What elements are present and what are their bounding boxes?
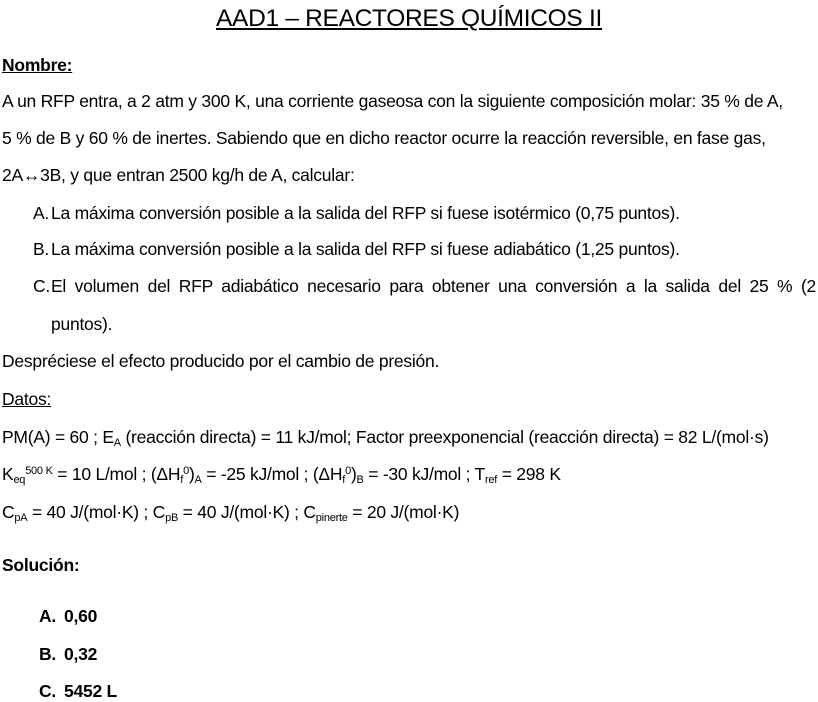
data-text: = 20 J/(mol·K) (347, 502, 460, 522)
question-letter: B. (33, 239, 50, 259)
subscript: A (194, 474, 202, 486)
subscript: A (113, 437, 121, 449)
data-text: ) (188, 464, 195, 484)
intro-line-2: 5 % de B y 60 % de inertes. Sabiendo que en dicho reactor ocurre la reacción reversible, en fase gas, (2, 128, 766, 148)
answer-value: 0,60 (64, 606, 98, 626)
answer-a (39, 605, 97, 627)
subscript: eq (13, 474, 26, 486)
subscript: pinerte (315, 512, 348, 524)
solution-label: Solución: (2, 555, 80, 575)
subscript: ref (485, 474, 498, 486)
subscript: pA (14, 512, 28, 524)
answer-letter: A. (39, 606, 56, 626)
intro-line-3: 2A↔3B, y que entran 2500 kg/h de A, calcular: (2, 165, 355, 185)
data-text: = 298 K (497, 464, 561, 484)
intro-line-1: A un RFP entra, a 2 atm y 300 K, una corriente gaseosa con la siguiente composición molar: 35 % de A, (2, 91, 783, 111)
answer-b (39, 643, 97, 665)
data-text: = 40 J/(mol·K) ; C (178, 502, 316, 522)
data-text: ) (350, 464, 357, 484)
data-text: PM(A) = 60 ; E (2, 427, 114, 447)
superscript: 0 (183, 465, 189, 477)
subscript: f (342, 474, 346, 486)
question-text: La máxima conversión posible a la salida del RFP si fuese isotérmico (0,75 puntos). (51, 203, 680, 223)
answer-value: 5452 L (64, 681, 117, 701)
answer-letter: C. (39, 681, 56, 701)
data-text: (reacción directa) = 11 kJ/mol; Factor preexponencial (reacción directa) = 82 L/(mol·s) (120, 427, 769, 447)
question-item-a (33, 202, 680, 224)
question-text: El volumen del RFP adiabático necesario para obtener una conversión a la salida del 25 % (2 (51, 276, 816, 296)
question-item-c (33, 275, 816, 297)
data-text: K (2, 464, 14, 484)
data-line-2 (2, 463, 561, 485)
data-text: = -25 kJ/mol ; (ΔH (201, 464, 343, 484)
answer-c (39, 680, 117, 702)
data-text: = 40 J/(mol·K) ; C (27, 502, 166, 522)
question-letter: C. (33, 276, 50, 296)
pressure-note: Despréciese el efecto producido por el cambio de presión. (2, 351, 440, 371)
data-label: Datos: (2, 389, 52, 409)
data-line-3 (2, 501, 459, 523)
superscript: 500 K (25, 465, 53, 477)
subscript: f (180, 474, 184, 486)
data-text: = 10 L/mol ; (ΔH (52, 464, 181, 484)
subscript: pB (165, 512, 179, 524)
data-text: = -30 kJ/mol ; T (363, 464, 485, 484)
answer-letter: B. (39, 644, 56, 664)
question-item-b (33, 238, 680, 260)
superscript: 0 (345, 465, 351, 477)
answer-value: 0,32 (64, 644, 98, 664)
document-title: AAD1 – REACTORES QUÍMICOS II (216, 5, 602, 32)
question-text: La máxima conversión posible a la salida del RFP si fuese adiabático (1,25 puntos). (51, 239, 680, 259)
name-label: Nombre: (2, 55, 73, 75)
subscript: B (356, 474, 364, 486)
data-line-1 (2, 426, 769, 448)
question-text-continued: puntos). (51, 314, 113, 334)
data-text: C (2, 502, 15, 522)
question-letter: A. (33, 203, 50, 223)
